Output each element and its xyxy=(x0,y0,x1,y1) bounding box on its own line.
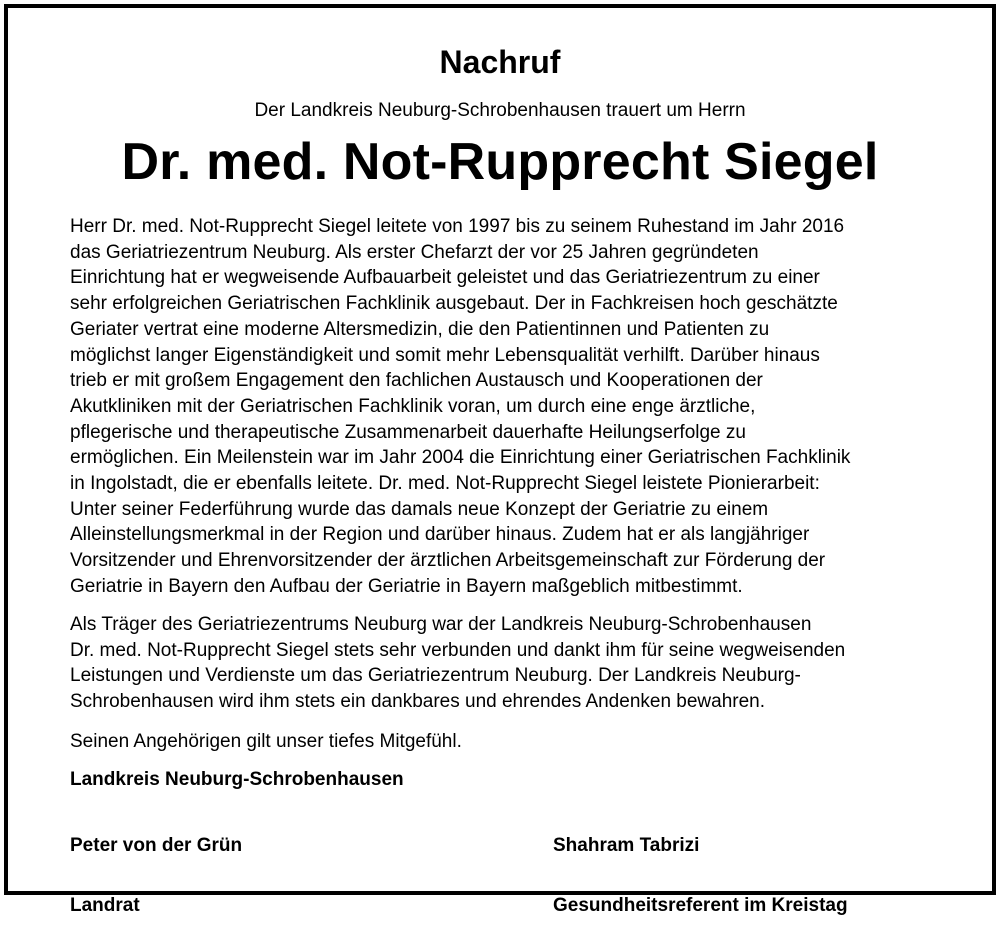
obituary-paragraph-condolence: Seinen Angehörigen gilt unser tiefes Mitgefühl. xyxy=(70,731,462,752)
notice-intro: Der Landkreis Neuburg-Schrobenhausen trauert um Herrn xyxy=(254,100,746,121)
notice-title: Nachruf xyxy=(439,44,561,80)
signing-organization: Landkreis Neuburg-Schrobenhausen xyxy=(70,769,404,790)
signatory-role: Landrat xyxy=(70,895,140,916)
obituary-paragraph-career: Herr Dr. med. Not-Rupprecht Siegel leitete von 1997 bis zu seinem Ruhestand im Jahr 2016 das Geriatriezentrum Neuburg. Als erster Chefarzt der vor 25 Jahren gegründeten Einrichtung hat er wegweisende Aufbauarbeit geleistet und das Geriatriezentrum zu einer sehr erfolgreichen Geriatrischen Fachklinik ausgebaut. Der in Fachkreisen hoch geschätzte Geriater vertrat eine moderne Altersmedizin, die den Patientinnen und Patienten zu möglichst langer Eigenständigkeit und somit mehr Lebensqualität verhilft. Darüber hinaus trieb er mit großem Engagement den fachlichen Austausch und Kooperationen der Akutkliniken mit der Geriatrischen Fachklinik voran, um durch eine enge ärztliche, pflegerische und therapeutische Zusammenarbeit dauerhafte Heilungserfolge zu ermöglichen. Ein Meilenstein war im Jahr 2004 die Einrichtung einer Geriatrischen Fachklinik in Ingolstadt, die er ebenfalls leitete. Dr. med. Not-Rupprecht Siegel leistete Pionierarbeit: Unter seiner Federführung wurde das damals neue Konzept der Geriatrie zu einem Alleinstellungsmerkmal in der Region und darüber hinaus. Zudem hat er als langjähriger Vorsitzender und Ehrenvorsitzender der ärztlichen Arbeitsgemeinschaft zur Förderung der Geriatrie in Bayern den Aufbau der Geriatrie in Bayern maßgeblich mitbestimmt. xyxy=(70,216,851,597)
signatory-name: Peter von der Grün xyxy=(70,835,243,856)
signatory-left xyxy=(70,801,242,951)
signatory-role: Gesundheitsreferent im Kreistag xyxy=(553,895,848,916)
signatory-name: Shahram Tabrizi xyxy=(553,835,700,856)
obituary-paragraph-gratitude: Als Träger des Geriatriezentrums Neuburg war der Landkreis Neuburg-Schrobenhausen Dr. med. Not-Rupprecht Siegel stets sehr verbunden und dankt ihm für seine wegweisenden Leistungen und Verdienste um das Geriatriezentrum Neuburg. Der Landkreis Neuburg- Schrobenhausen wird ihm stets ein dankbares und ehrendes Andenken bewahren. xyxy=(70,614,846,713)
signatory-right xyxy=(553,801,848,951)
deceased-name: Dr. med. Not-Rupprecht Siegel xyxy=(121,133,879,191)
